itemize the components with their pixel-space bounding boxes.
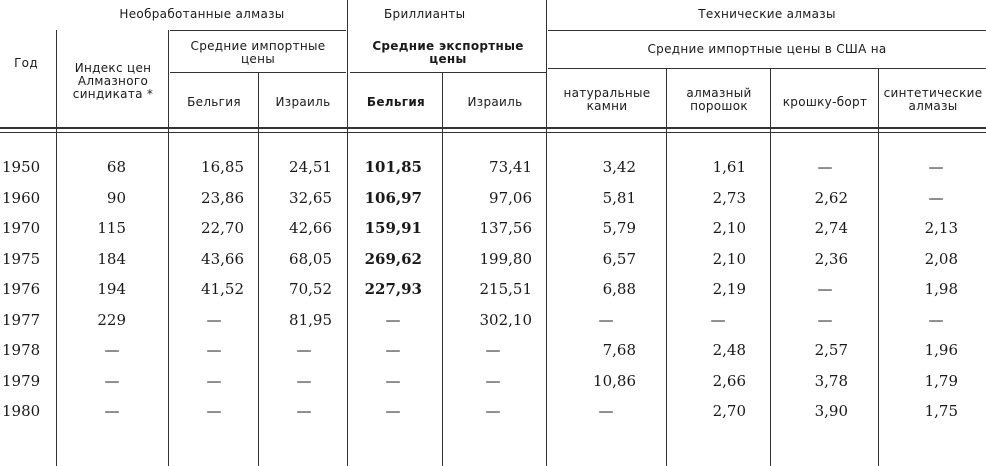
cell-imp_il: — bbox=[296, 402, 312, 420]
cell-index: 184 bbox=[97, 249, 126, 268]
cell-natural: 6,88 bbox=[602, 280, 636, 298]
cell-powder: 2,66 bbox=[712, 371, 746, 390]
cell-synthetic: 1,79 bbox=[924, 371, 958, 390]
header-bottom-rule-2 bbox=[0, 132, 986, 133]
cell-natural: 5,81 bbox=[602, 188, 636, 207]
divider-bort bbox=[878, 68, 879, 466]
divider-polished-be bbox=[442, 72, 443, 466]
header-avg-export-prices: Средние экспортные цены bbox=[372, 39, 524, 66]
cell-natural: 5,79 bbox=[602, 219, 636, 237]
cell-exp_be: — bbox=[385, 310, 401, 329]
cell-natural: 10,86 bbox=[593, 371, 636, 390]
cell-bort: 3,78 bbox=[814, 371, 848, 390]
cell-index: 229 bbox=[97, 310, 126, 329]
cell-year: 1978 bbox=[2, 341, 41, 359]
cell-imp_il: 68,05 bbox=[289, 249, 332, 268]
cell-natural: — bbox=[598, 310, 614, 329]
divider-powder bbox=[770, 68, 771, 466]
cell-index: 115 bbox=[97, 219, 126, 237]
rule-under-subgroups-2 bbox=[350, 72, 546, 73]
header-natural-stones: натуральные камни bbox=[563, 86, 651, 113]
divider-year bbox=[56, 30, 57, 466]
cell-imp_be: 43,66 bbox=[201, 249, 244, 268]
cell-synthetic: — bbox=[928, 310, 944, 329]
cell-exp_be: 159,91 bbox=[364, 219, 422, 237]
cell-imp_be: — bbox=[206, 371, 222, 390]
cell-imp_il: — bbox=[296, 341, 312, 359]
cell-bort: — bbox=[817, 158, 833, 176]
cell-bort: 2,74 bbox=[814, 219, 848, 237]
cell-bort: — bbox=[817, 310, 833, 329]
cell-exp_be: 106,97 bbox=[364, 188, 422, 207]
cell-imp_il: 24,51 bbox=[289, 158, 332, 176]
cell-powder: 2,10 bbox=[712, 249, 746, 268]
cell-year: 1960 bbox=[2, 188, 41, 207]
rule-under-groups-2 bbox=[548, 30, 986, 31]
header-bottom-rule-1 bbox=[0, 127, 986, 129]
cell-imp_be: 16,85 bbox=[201, 158, 244, 176]
cell-exp_be: 101,85 bbox=[364, 158, 422, 176]
cell-exp_il: 73,41 bbox=[489, 158, 532, 176]
cell-bort: 2,36 bbox=[814, 249, 848, 268]
cell-index: 194 bbox=[97, 280, 126, 298]
cell-synthetic: — bbox=[928, 188, 944, 207]
cell-bort: 3,90 bbox=[814, 402, 848, 420]
cell-exp_il: 215,51 bbox=[479, 280, 532, 298]
cell-imp_il: — bbox=[296, 371, 312, 390]
cell-index: — bbox=[104, 371, 120, 390]
cell-powder: 1,61 bbox=[712, 158, 746, 176]
cell-year: 1970 bbox=[2, 219, 41, 237]
cell-natural: 3,42 bbox=[602, 158, 636, 176]
cell-exp_be: 227,93 bbox=[364, 280, 422, 298]
header-synthetic-diamonds: синтетические алмазы bbox=[883, 86, 983, 113]
cell-synthetic: 2,13 bbox=[924, 219, 958, 237]
cell-bort: 2,57 bbox=[814, 341, 848, 359]
cell-year: 1975 bbox=[2, 249, 41, 268]
cell-powder: 2,19 bbox=[712, 280, 746, 298]
rule-under-groups bbox=[170, 30, 346, 31]
cell-exp_be: — bbox=[385, 402, 401, 420]
cell-synthetic: 1,98 bbox=[924, 280, 958, 298]
header-belgium-rough: Бельгия bbox=[187, 95, 241, 109]
cell-imp_be: 23,86 bbox=[201, 188, 244, 207]
cell-bort: 2,62 bbox=[814, 188, 848, 207]
cell-imp_be: 22,70 bbox=[201, 219, 244, 237]
cell-exp_il: — bbox=[485, 371, 501, 390]
cell-exp_il: 137,56 bbox=[479, 219, 532, 237]
cell-natural: 6,57 bbox=[602, 249, 636, 268]
cell-exp_il: 199,80 bbox=[479, 249, 532, 268]
cell-imp_be: — bbox=[206, 310, 222, 329]
cell-year: 1950 bbox=[2, 158, 41, 176]
cell-exp_be: — bbox=[385, 371, 401, 390]
cell-year: 1980 bbox=[2, 402, 41, 420]
cell-exp_il: — bbox=[485, 341, 501, 359]
cell-powder: 2,10 bbox=[712, 219, 746, 237]
rule-under-subgroups-3 bbox=[548, 68, 986, 69]
cell-exp_il: — bbox=[485, 402, 501, 420]
header-technical-diamonds: Технические алмазы bbox=[698, 7, 836, 21]
cell-synthetic: 1,96 bbox=[924, 341, 958, 359]
cell-synthetic: — bbox=[928, 158, 944, 176]
cell-index: 68 bbox=[106, 158, 126, 176]
cell-imp_be: — bbox=[206, 402, 222, 420]
divider-natural bbox=[666, 68, 667, 466]
cell-exp_il: 97,06 bbox=[489, 188, 532, 207]
header-polished-diamonds: Бриллианты bbox=[384, 7, 466, 21]
divider-polished-technical bbox=[546, 0, 547, 466]
cell-powder: 2,73 bbox=[712, 188, 746, 207]
cell-index: 90 bbox=[106, 188, 126, 207]
cell-imp_be: — bbox=[206, 341, 222, 359]
cell-index: — bbox=[104, 341, 120, 359]
header-rough-diamonds: Необработанные алмазы bbox=[119, 7, 285, 21]
cell-bort: — bbox=[817, 280, 833, 298]
cell-exp_be: — bbox=[385, 341, 401, 359]
divider-rough-polished bbox=[347, 0, 348, 466]
header-israel-rough: Израиль bbox=[275, 95, 331, 109]
header-price-index: Индекс цен Алмазного синдиката * bbox=[72, 61, 154, 101]
cell-powder: 2,70 bbox=[712, 402, 746, 420]
cell-year: 1977 bbox=[2, 310, 41, 329]
cell-imp_il: 42,66 bbox=[289, 219, 332, 237]
divider-rough-be bbox=[258, 72, 259, 466]
header-bort: крошку-борт bbox=[782, 95, 868, 109]
header-year: Год bbox=[14, 56, 38, 70]
header-us-import-prices: Средние импортные цены в США на bbox=[647, 42, 887, 56]
header-avg-import-prices: Средние импортные цены bbox=[190, 39, 326, 66]
header-belgium-polished: Бельгия bbox=[366, 95, 426, 109]
header-diamond-powder: алмазный порошок bbox=[686, 86, 752, 113]
divider-index bbox=[168, 30, 169, 466]
header-israel-polished: Израиль bbox=[467, 95, 523, 109]
cell-index: — bbox=[104, 402, 120, 420]
cell-powder: 2,48 bbox=[712, 341, 746, 359]
cell-exp_il: 302,10 bbox=[479, 310, 532, 329]
cell-synthetic: 1,75 bbox=[924, 402, 958, 420]
cell-natural: 7,68 bbox=[602, 341, 636, 359]
cell-year: 1979 bbox=[2, 371, 41, 390]
cell-imp_il: 70,52 bbox=[289, 280, 332, 298]
cell-imp_be: 41,52 bbox=[201, 280, 244, 298]
cell-imp_il: 81,95 bbox=[289, 310, 332, 329]
cell-synthetic: 2,08 bbox=[924, 249, 958, 268]
cell-imp_il: 32,65 bbox=[289, 188, 332, 207]
cell-powder: — bbox=[710, 310, 726, 329]
cell-year: 1976 bbox=[2, 280, 41, 298]
cell-exp_be: 269,62 bbox=[364, 249, 422, 268]
cell-natural: — bbox=[598, 402, 614, 420]
